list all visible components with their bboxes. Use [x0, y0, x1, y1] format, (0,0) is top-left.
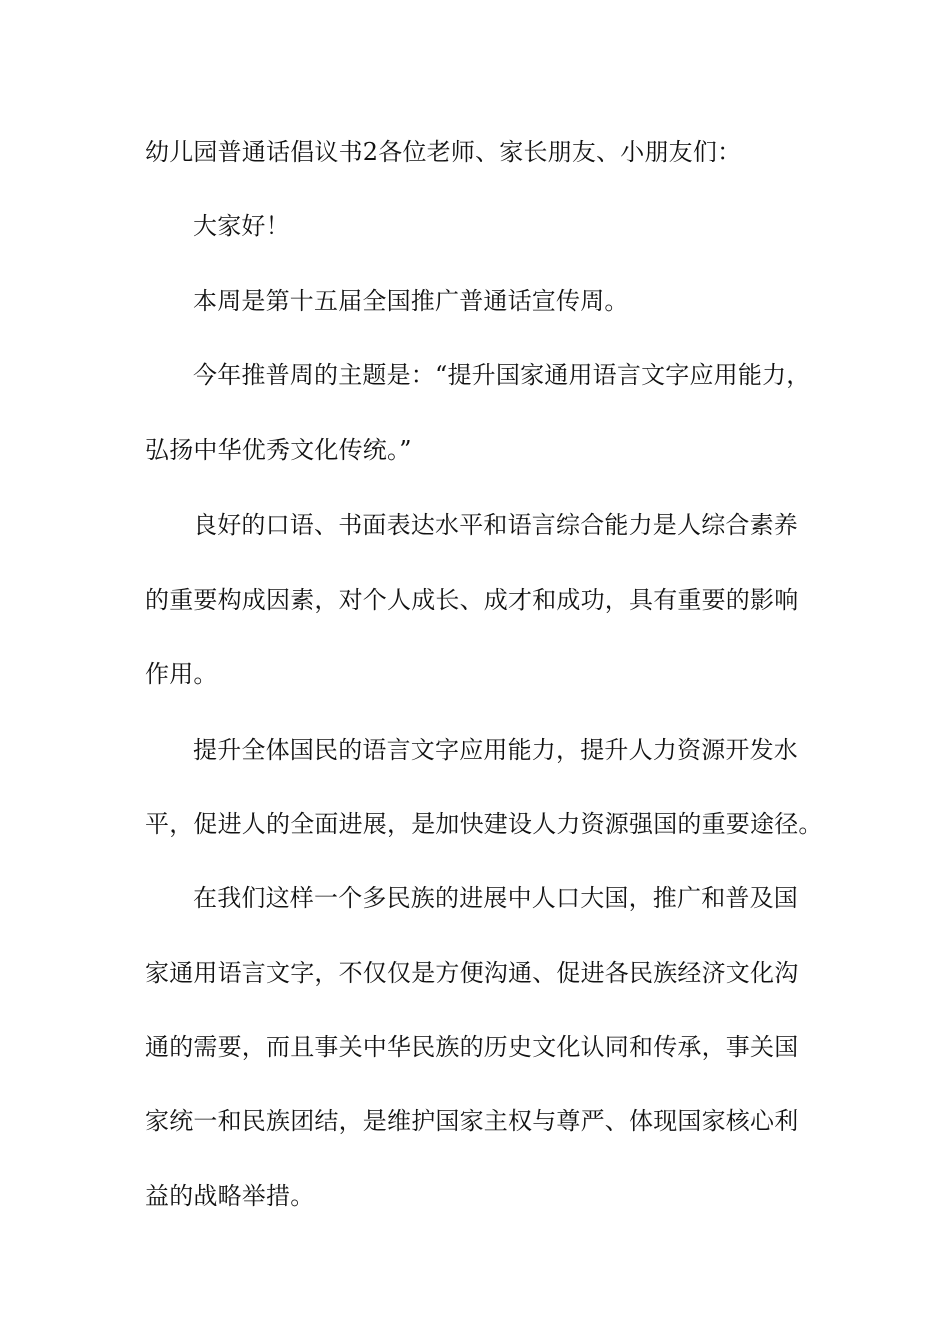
- paragraph-line: 本周是第十五届全国推广普通话宣传周。: [193, 287, 629, 315]
- paragraph-line: 平，促进人的全面进展，是加快建设人力资源强国的重要途径。: [145, 810, 823, 838]
- paragraph-line: 作用。: [145, 660, 218, 688]
- paragraph-line: 今年推普周的主题是：“提升国家通用语言文字应用能力，: [193, 361, 811, 389]
- paragraph-line: 通的需要，而且事关中华民族的历史文化认同和传承，事关国: [145, 1033, 799, 1061]
- paragraph-line: 家统一和民族团结，是维护国家主权与尊严、体现国家核心利: [145, 1107, 799, 1135]
- opening-salutation-line: 幼儿园普通话倡议书2各位老师、家长朋友、小朋友们：: [145, 138, 742, 166]
- paragraph-line: 弘扬中华优秀文化传统。”: [145, 436, 412, 464]
- paragraph-line: 家通用语言文字，不仅仅是方便沟通、促进各民族经济文化沟: [145, 959, 799, 987]
- paragraph-line: 在我们这样一个多民族的进展中人口大国，推广和普及国: [193, 884, 798, 912]
- paragraph-line: 益的战略举措。: [145, 1182, 315, 1210]
- paragraph-line: 的重要构成因素，对个人成长、成才和成功，具有重要的影响: [145, 586, 799, 614]
- paragraph-line: 良好的口语、书面表达水平和语言综合能力是人综合素养: [193, 511, 798, 539]
- greeting-line: 大家好！: [193, 212, 290, 240]
- paragraph-line: 提升全体国民的语言文字应用能力，提升人力资源开发水: [193, 736, 798, 764]
